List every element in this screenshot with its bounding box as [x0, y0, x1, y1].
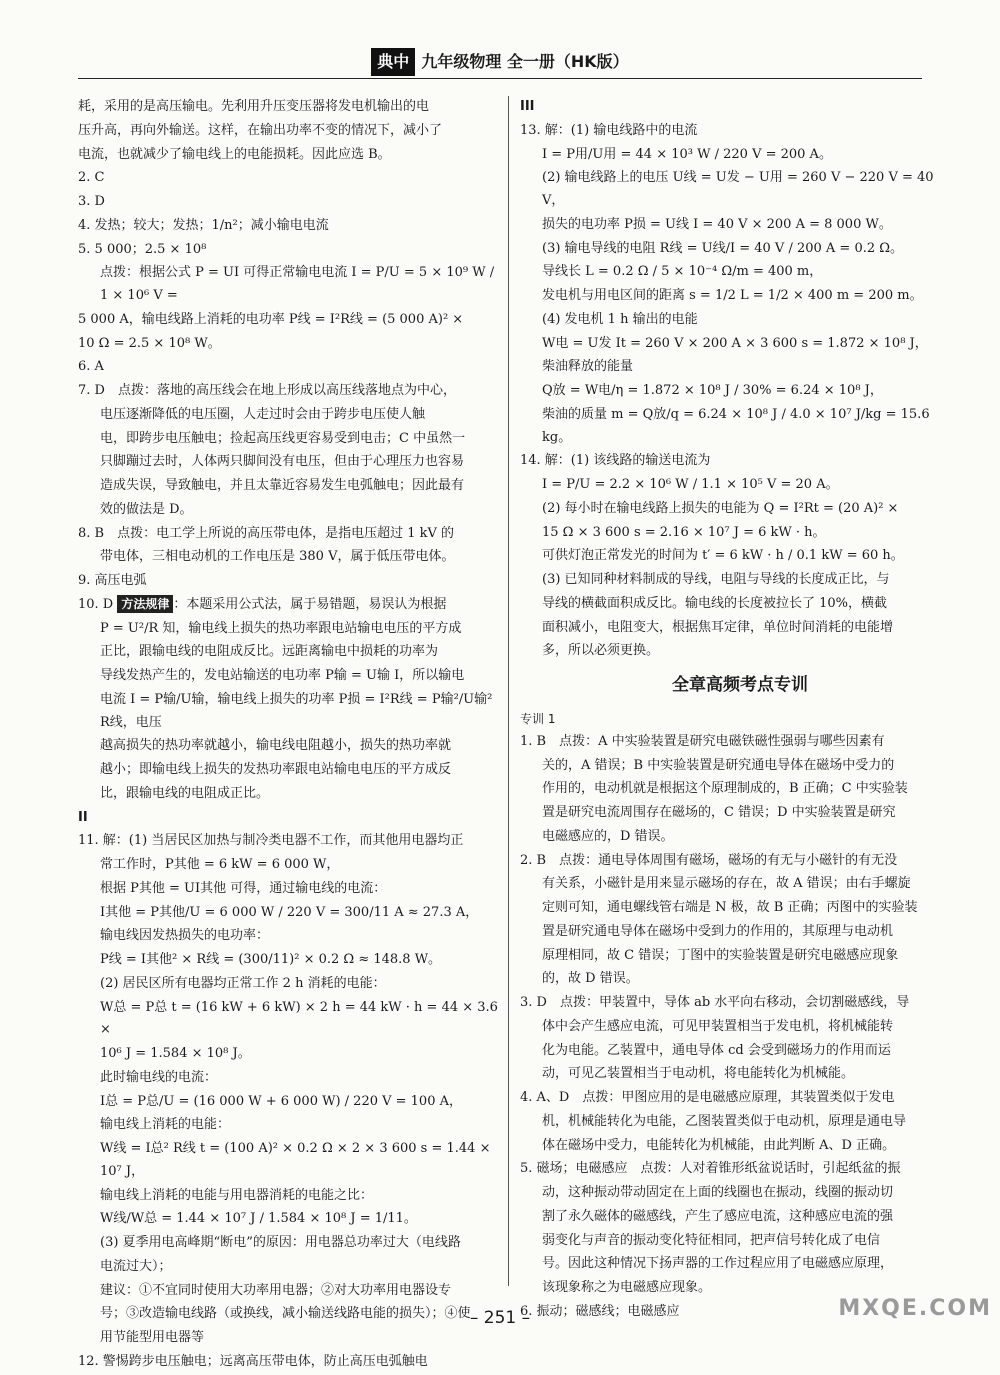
answer-11-line: 号；③改造输电线路（或换线，减小输送线路电能的损失）；④使 — [100, 1306, 471, 1322]
drill-2-line: 有关系，小磁针是用来显示磁场的存在，故 A 错误；由右手螺旋 — [542, 876, 911, 892]
answer-5-note: 10 Ω = 2.5 × 10⁸ W。 — [78, 335, 221, 351]
answer-10-line: 导线发热产生的，发电站输送的电功率 P输 = U输 I，所以输电 — [100, 668, 465, 683]
answer-8: 8. B 点拨：电工学上所说的高压带电体，是指电压超过 1 kV 的 — [78, 525, 455, 541]
answer-13-line: W电 = U发 It = 260 V × 200 A × 3 600 s = 1.872 × 10⁸ J， — [542, 335, 928, 351]
drill-6: 6. 振动；磁感线；电磁感应 — [520, 1303, 680, 1319]
drill-5-line: 割了永久磁体的磁感线，产生了感应电流，这种感应电流的强 — [542, 1208, 894, 1224]
answer-7-line: 电压逐渐降低的电压圈，人走过时会由于跨步电压使人触 — [100, 406, 426, 422]
drill-1-line: 作用的，电动机就是根据这个原理制成的，B 正确；C 中实验装 — [542, 781, 908, 797]
answer-13-line: Q放 = W电/η = 1.872 × 10⁸ J / 30% = 6.24 × 10⁸ J， — [542, 383, 883, 398]
answer-2: 2. C — [78, 170, 105, 186]
answer-11-line: I其他 = P其他/U = 6 000 W / 220 V = 300/11 A ≈ 27.3 A， — [100, 904, 479, 920]
answer-13-line: I = P用/U用 = 44 × 10³ W / 220 V = 200 A。 — [542, 146, 832, 162]
answer-9: 9. 高压电弧 — [78, 573, 147, 588]
drill-4-line: 体在磁场中受力，电能转化为机械能，由此判断 A、D 正确。 — [542, 1137, 896, 1153]
answer-7-line: 效的做法是 D。 — [100, 501, 193, 517]
answer-7: 7. D 点拨：落地的高压线会在地上形成以高压线落地点为中心， — [78, 383, 456, 398]
level-marker: II — [78, 809, 88, 825]
answer-10-line: 正比，跟输电线的电阻成反比。远距离输电中损耗的功率为 — [100, 644, 439, 660]
answer-11-line: W线 = I总² R线 t = (100 A)² × 0.2 Ω × 2 × 3 600 s = 1.44 × 10⁷ J， — [100, 1141, 491, 1179]
method-tag: 方法规律 — [117, 595, 173, 613]
drill-4: 4. A、D 点拨：甲图应用的是电磁感应原理，其装置类似于发电 — [520, 1090, 895, 1105]
drill-5-line: 动，这种振动带动固定在上面的线圈也在振动，线圈的振动切 — [542, 1185, 894, 1200]
answer-11-line: (3) 夏季用电高峰期“断电”的原因：用电器总功率过大（电线路 — [100, 1235, 461, 1250]
answer-13-line: 发电机与用电区间的距离 s = 1/2 L = 1/2 × 400 m = 200 m。 — [542, 288, 923, 303]
drill-2: 2. B 点拨：通电导体周围有磁场，磁场的有无与小磁针的有无没 — [520, 852, 898, 868]
answer-11-line: P线 = I其他² × R线 = (300/11)² × 0.2 Ω ≈ 148.8 W。 — [100, 952, 442, 967]
page-header — [0, 48, 1000, 84]
drill-5: 5. 磁场；电磁感应 点拨：人对着锥形纸盆说话时，引起纸盆的振 — [520, 1161, 901, 1177]
brand-logo: 典中 — [371, 48, 415, 76]
answer-line: 耗，采用的是高压输电。先利用升压变压器将发电机输出的电 — [78, 99, 430, 114]
answer-13-line: 损失的电功率 P损 = U线 I = 40 V × 200 A = 8 000 W。 — [542, 216, 892, 232]
answer-7-line: 只脚蹦过去时，人体两只脚间没有电压，但由于心理压力也容易 — [100, 454, 465, 470]
drill-3: 3. D 点拨：甲装置中，导体 ab 水平向右移动，会切割磁感线，导 — [520, 995, 910, 1010]
answer-7-line: 造成失误，导致触电，并且太靠近容易发生电弧触电；因此最有 — [100, 478, 465, 493]
drill-1-line: 置是研究电流周围存在磁场的，C 错误；D 中实验装置是研究 — [542, 805, 896, 820]
answer-11-line: W总 = P总 t = (16 kW + 6 kW) × 2 h = 44 kW · h = 44 × 3.6 × — [100, 999, 498, 1038]
answer-line: 压升高，再向外输送。这样，在输出功率不变的情况下，减小了 — [78, 122, 443, 138]
answer-13-line: (2) 输电线路上的电压 U线 = U发 − U用 = 260 V − 220 V = 40 V， — [542, 170, 934, 208]
answer-11-line: 此时输电线的电流： — [100, 1069, 218, 1085]
answer-12: 12. 警惕跨步电压触电；远离高压带电体，防止高压电弧触电 — [78, 1353, 428, 1369]
answer-14-line: 15 Ω × 3 600 s = 2.16 × 10⁷ J = 6 kW · h。 — [542, 524, 826, 540]
subsection-label: 专训 1 — [520, 711, 556, 726]
drill-2-line: 原理相同，故 C 错误；丁图中的实验装置是研究电磁感应现象 — [542, 947, 899, 963]
answer-8-line: 带电体，三相电动机的工作电压是 380 V，属于低压带电体。 — [100, 549, 455, 565]
drill-2-line: 的，故 D 错误。 — [542, 971, 639, 987]
drill-5-line: 该现象称之为电磁感应现象。 — [542, 1280, 712, 1295]
answer-14-line: I = P/U = 2.2 × 10⁶ W / 1.1 × 10⁵ V = 20 A。 — [542, 477, 839, 492]
answer-13-line: 导线长 L = 0.2 Ω / 5 × 10⁻⁴ Ω/m = 400 m， — [542, 264, 823, 280]
answer-11-line: W线/W总 = 1.44 × 10⁷ J / 1.584 × 10⁸ J = 1/11。 — [100, 1211, 417, 1227]
answer-10-text: ：本题采用公式法，属于易错题，易误认为根据 — [173, 596, 447, 612]
drill-5-line: 号。因此这种情况下扬声器的工作过程应用了电磁感应原理， — [542, 1256, 894, 1272]
answer-10: 10. D 方法规律 ：本题采用公式法，属于易错题，易误认为根据 — [78, 596, 447, 612]
drill-3-line: 化为电能。乙装置中，通电导体 cd 会受到磁场力的作用而运 — [542, 1042, 891, 1058]
answer-11-line: I总 = P总/U = (16 000 W + 6 000 W) / 220 V = 100 A， — [100, 1093, 462, 1109]
answer-11-line: 常工作时，P其他 = 6 kW = 6 000 W， — [100, 857, 340, 872]
drill-1: 1. B 点拨：A 中实验装置是研究电磁铁磁性强弱与哪些因素有 — [520, 733, 885, 749]
answer-10-line: P = U²/R 知，输电线上损失的热功率跟电站输电电压的平方成 — [100, 620, 462, 636]
answer-11-line: 10⁶ J = 1.584 × 10⁸ J。 — [100, 1046, 251, 1061]
answer-11-line: 根据 P其他 = UI其他 可得，通过输电线的电流： — [100, 880, 387, 896]
answer-6: 6. A — [78, 359, 104, 375]
answer-14-line: 可供灯泡正常发光的时间为 t′ = 6 kW · h / 0.1 kW = 60 h。 — [542, 548, 904, 564]
drill-3-line: 动，可见乙装置相当于电动机，将电能转化为机械能。 — [542, 1066, 855, 1082]
answer-7-line: 电，即跨步电压触电；捡起高压线更容易受到电击；C 中虽然一 — [100, 430, 466, 446]
drill-3-line: 体中会产生感应电流，可见甲装置相当于发电机，将机械能转 — [542, 1018, 894, 1034]
drill-5-line: 弱变化与声音的振动变化特征相同，把声信号转化成了电信 — [542, 1232, 881, 1248]
drill-4-line: 机，机械能转化为电能，乙图装置类似于电动机，原理是通电导 — [542, 1113, 907, 1129]
answer-10-line: 比，跟输电线的电阻成正比。 — [100, 785, 270, 801]
answer-13: 13. 解：(1) 输电线路中的电流 — [520, 122, 698, 138]
answer-14: 14. 解：(1) 该线路的输送电流为 — [520, 453, 711, 469]
answer-11-line: 输电线因发热损失的电功率： — [100, 928, 270, 944]
answer-11-line: 输电线上消耗的电能与用电器消耗的电能之比： — [100, 1187, 374, 1203]
answer-14-line: 面积减小，电阻变大，根据焦耳定律，单位时间消耗的电能增 — [542, 619, 894, 635]
drill-1-line: 关的，A 错误；B 中实验装置是研究通电导体在磁场中受力的 — [542, 757, 895, 773]
answer-11-line: 输电线上消耗的电能： — [100, 1117, 231, 1133]
answer-13-line: 柴油释放的能量 — [542, 359, 634, 375]
answer-10-line: 越高损失的热功率就越小，输电线电阻越小，损失的热功率就 — [100, 738, 452, 754]
right-column — [520, 96, 960, 1325]
section-title: 全章高频考点专训 — [672, 675, 808, 695]
answer-11-line: 电流过大）； — [100, 1258, 172, 1274]
book-title: 九年级物理 全一册（HK版） — [421, 52, 629, 71]
answer-3: 3. D — [78, 194, 105, 209]
level-marker: III — [520, 99, 535, 114]
answer-5: 5. 5 000；2.5 × 10⁸ — [78, 241, 207, 257]
answer-11-line: 用节能型用电器等 — [100, 1330, 205, 1345]
answer-14-line: (3) 已知同种材料制成的导线，电阻与导线的长度成正比，与 — [542, 572, 890, 587]
answer-5-note: 点拨：根据公式 P = UI 可得正常输电电流 I = P/U = 5 × 10⁹ W / 1 × 10⁶ V = — [100, 265, 495, 303]
answer-11-line: (2) 居民区所有电器均正常工作 2 h 消耗的电能： — [100, 975, 386, 991]
column-divider — [508, 96, 509, 1286]
answer-10-line: 越小；即输电线上损失的发热功率跟电站输电电压的平方成反 — [100, 762, 452, 777]
answer-14-line: (2) 每小时在输电线路上损失的电能为 Q = I²Rt = (20 A)² × — [542, 500, 899, 516]
drill-1-line: 电磁感应的，D 错误。 — [542, 828, 674, 844]
answer-13-line: (3) 输电导线的电阻 R线 = U线/I = 40 V / 200 A = 0.2 Ω。 — [542, 240, 904, 256]
answer-10-line: 电流 I = P输/U输，输电线上损失的功率 P损 = I²R线 = P输²/U输² R线，电压 — [100, 691, 493, 730]
answer-13-line: 柴油的质量 m = Q放/q = 6.24 × 10⁸ J / 4.0 × 10⁷ J/kg = 15.6 kg。 — [542, 406, 930, 445]
answer-11-line: 建议：①不宜同时使用大功率用电器；②对大功率用电器设专 — [100, 1282, 452, 1298]
watermark: MXQE.COM — [838, 1296, 992, 1321]
drill-2-line: 定则可知，通电螺线管右端是 N 极，故 B 正确；丙图中的实验装 — [542, 900, 918, 915]
drill-2-line: 置是研究通电导体在磁场中受到力的作用的，其原理与电动机 — [542, 923, 894, 939]
answer-14-line: 多，所以必须更换。 — [542, 643, 660, 659]
header-rule — [78, 78, 922, 79]
answer-line: 电流，也就减少了输电线上的电能损耗。因此应选 B。 — [78, 146, 391, 162]
answer-4: 4. 发热；较大；发热；1/n²；减小输电电流 — [78, 217, 329, 233]
answer-5-note: 5 000 A，输电线路上消耗的电功率 P线 = I²R线 = (5 000 A)² × — [78, 311, 464, 327]
answer-14-line: 导线的横截面积成反比。输电线的长度被拉长了 10%，横截 — [542, 595, 888, 611]
page-number: – 251 – — [469, 1308, 531, 1328]
answer-13-line: (4) 发电机 1 h 输出的电能 — [542, 311, 698, 327]
answer-11: 11. 解：(1) 当居民区加热与制冷类电器不工作，而其他用电器均正 — [78, 833, 464, 849]
left-column — [78, 96, 498, 1375]
